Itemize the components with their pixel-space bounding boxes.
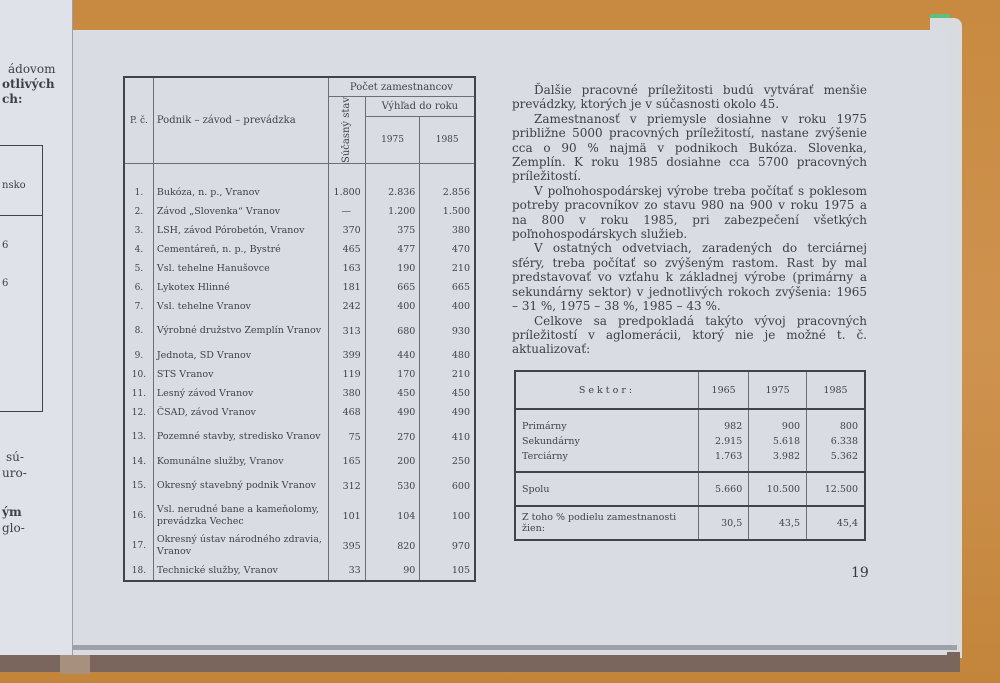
- left-text-fragment: glo-: [2, 521, 25, 535]
- header-outlook: Výhľad do roku: [365, 97, 475, 117]
- header-year-1965: 1965: [699, 371, 749, 409]
- table-row: 15. Okresný stavebný podnik Vranov 312 530 600: [124, 471, 475, 501]
- body-text: [512, 83, 867, 357]
- header-year-1975: 1975: [749, 371, 807, 409]
- header-current-state: Súčasný stav: [328, 97, 365, 164]
- page-number: 19: [851, 565, 869, 581]
- table-row: 11. Lesný závod Vranov 380 450 450: [124, 384, 475, 403]
- table-row: 4. Cementáreň, n. p., Bystré 465 477 470: [124, 240, 475, 259]
- table-row: 17. Okresný ústav národného zdravia, Vranov 395 820 970: [124, 531, 475, 561]
- paragraph: V ostatných odvetviach, zaradených do terciárnej sféry, treba počítať so zvýšeným rastom. Rast by mal predstavovať vo vzťahu k základnej výrobe (primárny a sekundárny sektor) v jednotlivých rokoch zvýšenia: 1965 – 31 %, 1975 – 38 %, 1985 – 43 %.: [512, 241, 867, 314]
- book-cover-bottom: [0, 652, 960, 672]
- table-row: 13. Pozemné stavby, stredisko Vranov 75 270 410: [124, 422, 475, 452]
- header-employee-count: Počet zamestnancov: [328, 77, 475, 97]
- table-row: 9. Jednota, SD Vranov 399 440 480: [124, 346, 475, 365]
- employers-table: [123, 76, 476, 582]
- table-row: 14. Komunálne služby, Vranov 165 200 250: [124, 452, 475, 471]
- left-cell-fragment: 6: [2, 278, 9, 289]
- sector-table: [514, 370, 866, 541]
- table-row: 6. Lykotex Hlinné 181 665 665: [124, 278, 475, 297]
- table-row: 7. Vsl. tehelne Vranov 242 400 400: [124, 297, 475, 316]
- table-row: 10. STS Vranov 119 170 210: [124, 365, 475, 384]
- table-row: 3. LSH, závod Pórobetón, Vranov 370 375 380: [124, 221, 475, 240]
- book-spine: [72, 0, 73, 655]
- header-year-1975: 1975: [365, 117, 420, 164]
- left-text-fragment: uro-: [2, 466, 27, 480]
- left-cell-fragment: nsko: [2, 180, 26, 191]
- cover-wear-mark: [60, 652, 90, 674]
- paragraph: V poľnohospodárskej výrobe treba počítať s poklesom potreby pracovníkov zo stavu 980 na 900 v roku 1975 a na 800 v roku 1985, pri zabezpečení všetkých poľnohospodárskych služieb.: [512, 183, 867, 242]
- table-row: 5. Vsl. tehelne Hanušovce 163 190 210: [124, 259, 475, 278]
- header-year-1985: 1985: [807, 371, 865, 409]
- left-table-divider: [0, 215, 42, 216]
- header-year-1985: 1985: [420, 117, 475, 164]
- left-text-fragment: otlivých: [2, 77, 55, 91]
- table-row: Terciárny 1.763 3.982 5.362: [515, 449, 865, 464]
- header-index: P. č.: [124, 77, 153, 164]
- page-stack-edge: [72, 645, 957, 650]
- paragraph: Celkove sa predpokladá takýto vývoj pracovných príležitostí v aglomerácii, ktorý nie je možné t. č. aktualizovať:: [512, 313, 867, 357]
- header-sector: Sektor:: [515, 371, 699, 409]
- table-row: Sekundárny 2.915 5.618 6.338: [515, 434, 865, 449]
- total-row: Spolu 5.660 10.500 12.500: [515, 472, 865, 506]
- table-row: 18. Technické služby, Vranov 33 90 105: [124, 561, 475, 581]
- left-text-fragment: sú-: [6, 450, 24, 464]
- table-row: 2. Závod „Slovenka“ Vranov — 1.200 1.500: [124, 202, 475, 221]
- header-company: Podnik – závod – prevádzka: [153, 77, 328, 164]
- table-row: 8. Výrobné družstvo Zemplín Vranov 313 680 930: [124, 316, 475, 346]
- table-row: 12. ČSAD, závod Vranov 468 490 490: [124, 403, 475, 422]
- paragraph: Ďalšie pracovné príležitosti budú vytvárať menšie prevádzky, ktorých je v súčasnosti okolo 45.: [512, 83, 867, 112]
- left-page: [0, 0, 73, 655]
- left-text-fragment: ým: [2, 505, 22, 519]
- table-row: 16. Vsl. nerudné bane a kameňolomy, prevádzka Vechec 101 104 100: [124, 501, 475, 531]
- left-text-fragment: ch:: [2, 92, 23, 106]
- women-share-row: Z toho % podielu zamestnanosti žien: 30,5 43,5 45,4: [515, 506, 865, 540]
- table-row: 1. Bukóza, n. p., Vranov 1.800 2.836 2.856: [124, 183, 475, 202]
- table-row: Primárny 982 900 800: [515, 419, 865, 434]
- left-text-fragment: ádovom: [8, 62, 56, 76]
- paragraph: Zamestnanosť v priemysle dosiahne v roku 1975 približne 5000 pracovných príležitostí, nastane zvýšenie cca o 90 % najmä v podnikoch Bukóza. Slovenka, Zemplín. K roku 1985 dosiahne cca 5700 pracovných príležitostí.: [512, 111, 867, 184]
- left-cell-fragment: 6: [2, 240, 9, 251]
